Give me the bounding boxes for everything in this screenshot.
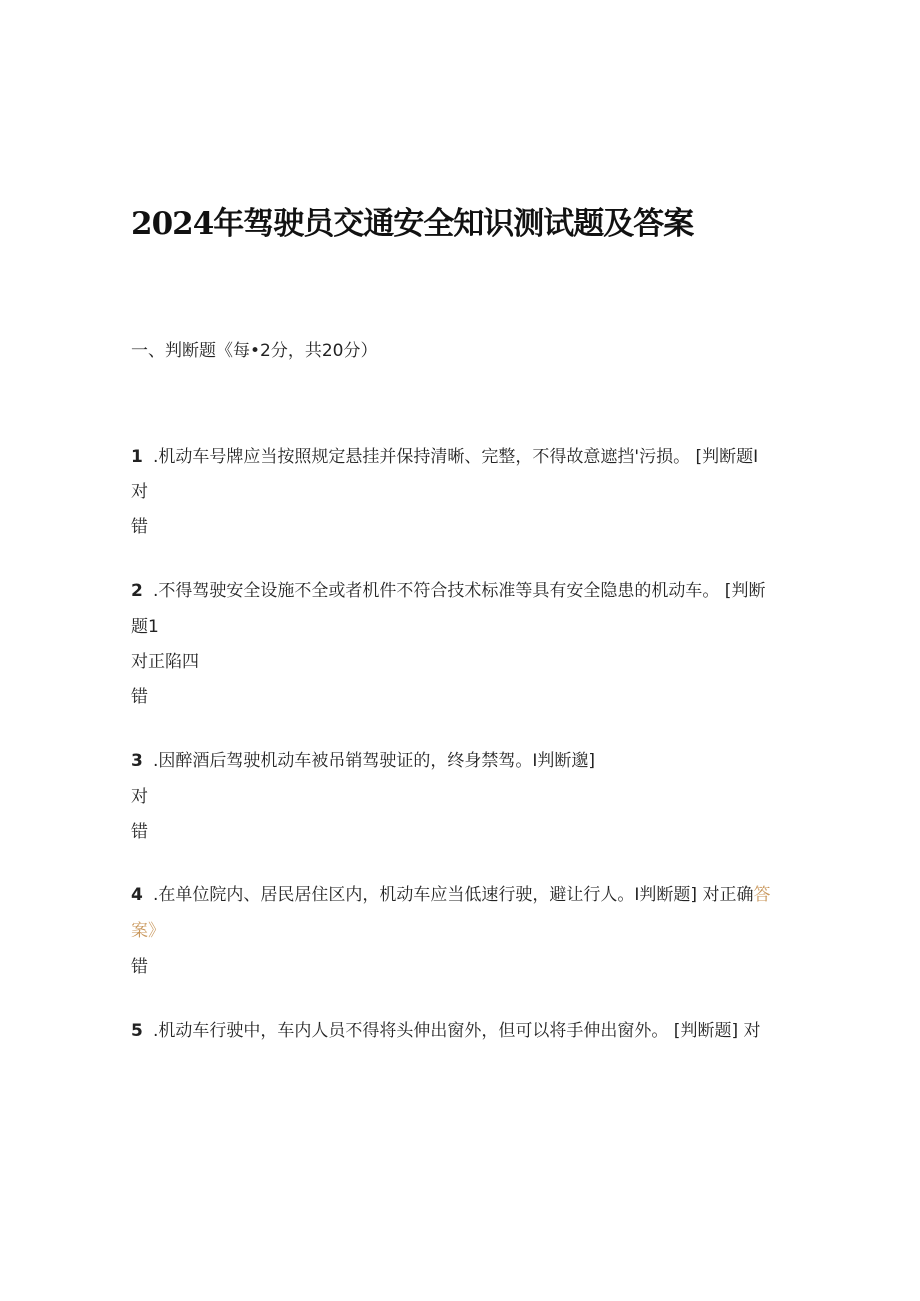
- question-number: 3: [131, 751, 143, 771]
- option-false: 错: [131, 957, 148, 977]
- question-number: 2: [131, 581, 143, 601]
- question-3: [131, 750, 595, 772]
- question-1: [131, 446, 758, 468]
- question-number: 5: [131, 1021, 143, 1041]
- answer-label-accent: 答: [753, 885, 771, 905]
- question-text: .机动车号牌应当按照规定悬挂并保持清晰、完整，不得故意遮挡'污损。 [判断题I: [153, 447, 759, 467]
- option-false: 错: [131, 687, 148, 707]
- option-true: 对: [131, 787, 148, 807]
- question-text-continued: 题1: [131, 617, 159, 637]
- option-false: 错: [131, 822, 148, 842]
- question-number: 4: [131, 885, 143, 905]
- question-5: [131, 1020, 760, 1042]
- answer-label-continued: 案》: [131, 921, 165, 941]
- option-false: 错: [131, 517, 148, 537]
- question-text: .在单位院内、居民居住区内，机动车应当低速行驶，避让行人。I判断题] 对正确: [153, 885, 754, 905]
- question-2: [131, 580, 765, 602]
- question-4: [131, 884, 770, 906]
- section-heading: 一、判断题《每•2分，共20分）: [131, 341, 378, 361]
- question-text: .机动车行驶中，车内人员不得将头伸出窗外，但可以将手伸出窗外。 [判断题] 对: [153, 1021, 761, 1041]
- option-true: 对: [131, 482, 148, 502]
- document-title: 2024年驾驶员交通安全知识测试题及答案: [131, 206, 694, 242]
- option-true: 对正陷四: [131, 652, 199, 672]
- question-text: .不得驾驶安全设施不全或者机件不符合技术标准等具有安全隐患的机动车。 [判断: [153, 581, 766, 601]
- question-number: 1: [131, 447, 143, 467]
- question-text: .因醉酒后驾驶机动车被吊销驾驶证的，终身禁驾。I判断邈]: [153, 751, 596, 771]
